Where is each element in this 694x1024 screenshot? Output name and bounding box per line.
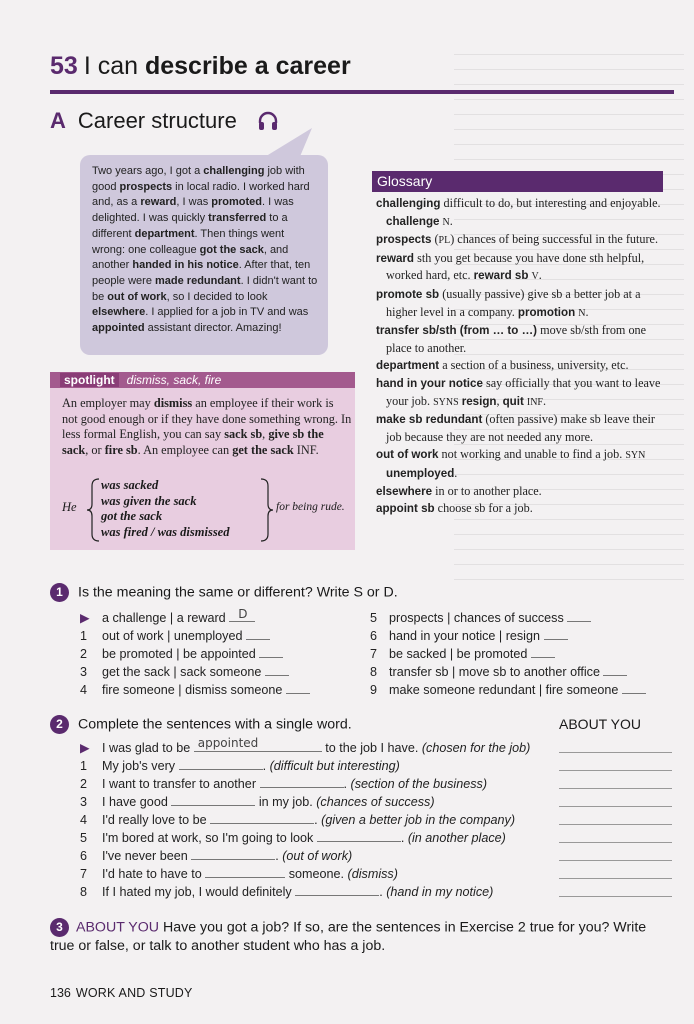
text-run: . <box>449 213 453 228</box>
glossary-headword: quit <box>502 394 524 408</box>
exercise-3-text: Have you got a job? If so, are the sentences in Exercise 2 true for you? Write true or false, or talk to another student who has a job. <box>50 919 647 954</box>
answer-blank[interactable] <box>210 812 314 824</box>
glossary-entry <box>376 195 668 231</box>
glossary-entry <box>376 357 668 375</box>
text-run: , or <box>85 442 105 457</box>
spotlight-topic: dismiss, sack, fire <box>126 373 222 387</box>
text-run: . Then things went wrong: one colleague <box>92 227 285 256</box>
item-number: 8 <box>370 665 378 679</box>
text-run: , <box>262 427 269 442</box>
glossary-entry <box>376 375 668 411</box>
item-number: 8 <box>80 885 88 899</box>
text-run: ) chances of being successful in the future. <box>450 232 658 247</box>
exercise-2-item <box>80 866 398 881</box>
grammar-label: INF <box>526 396 543 408</box>
key-term: handed in his notice <box>132 259 239 272</box>
key-term: get the sack <box>232 442 294 457</box>
exercise-1-example <box>80 607 255 625</box>
page-footer <box>50 986 193 1000</box>
text-run: in local radio. I worked hard and, as a <box>92 180 310 209</box>
about-you-answer-line[interactable] <box>559 896 672 897</box>
text-run: difficult to do, but interesting and enjoyable. <box>440 196 661 210</box>
exercise-1-item <box>80 646 283 661</box>
item-text: hand in your notice | resign <box>389 629 540 643</box>
example-marker: ▶ <box>80 611 90 625</box>
glossary-headword: promotion <box>517 305 576 319</box>
answer-blank[interactable] <box>295 884 379 896</box>
sentence-hint: (hand in my notice) <box>386 885 494 899</box>
exercise-number: 3 <box>50 918 69 937</box>
key-term: made redundant <box>155 274 241 287</box>
glossary-headword: hand in your notice <box>376 376 483 390</box>
about-you-answer-line[interactable] <box>559 860 672 861</box>
key-term: fire sb <box>104 442 138 457</box>
grammar-label: SYN <box>625 450 646 462</box>
exercise-1-item <box>370 610 591 625</box>
text-run: move sb/sth from one place to another. <box>386 323 647 355</box>
answer-blank[interactable] <box>567 610 591 622</box>
text-run: not working and unable to find a job. <box>438 447 626 462</box>
sentence-start: If I hated my job, I would definitely <box>102 885 296 899</box>
speech-bubble-text <box>80 155 328 355</box>
section-letter: A <box>50 108 66 133</box>
text-run: say officially that you want to leave your job. <box>386 375 661 408</box>
text-run: . <box>585 304 589 319</box>
text-run: . I applied for a job in TV and was <box>145 306 309 319</box>
sentence-hint: (in another place) <box>407 831 506 845</box>
sack-form: was given the sack <box>101 493 197 508</box>
item-text: be promoted | be appointed <box>102 647 256 661</box>
glossary-headword: resign <box>461 394 497 408</box>
spotlight-subject: He <box>62 500 77 514</box>
glossary-entry <box>376 500 668 518</box>
key-term: dismiss <box>153 396 193 410</box>
text-run: a section of a business, university, etc. <box>439 358 629 373</box>
exercise-number: 1 <box>50 583 69 602</box>
answer-blank[interactable] <box>260 776 344 788</box>
item-number: 9 <box>370 683 378 697</box>
sentence-hint: (given a better job in the company) <box>321 813 516 827</box>
key-term: challenging <box>203 165 265 177</box>
glossary-header: Glossary <box>372 171 663 192</box>
item-number: 6 <box>370 629 378 643</box>
item-number: 4 <box>80 813 88 827</box>
sentence-end: . <box>262 759 270 773</box>
exercise-3 <box>50 918 670 956</box>
exercise-2-item <box>80 812 515 827</box>
sentence-start: I'd really love to be <box>102 813 211 827</box>
item-number: 1 <box>80 629 88 643</box>
sentence-hint: (section of the business) <box>350 777 488 791</box>
glossary-headword: promote sb <box>376 287 440 301</box>
glossary-headword: make sb redundant <box>376 413 483 427</box>
text-run: . <box>543 393 547 408</box>
unit-title <box>50 52 351 81</box>
example-answer: appointed <box>197 736 259 750</box>
text-run: . After that, ten people were <box>92 259 311 287</box>
exercise-1-item <box>370 646 555 661</box>
text-run: . I didn't want to be <box>92 274 318 303</box>
text-run: choose sb for a job. <box>434 501 533 516</box>
exercise-1-instruction: Is the meaning the same or different? Write S or D. <box>78 584 398 601</box>
item-number: 2 <box>80 777 88 791</box>
answer-blank[interactable] <box>246 628 270 640</box>
sentence-end: . <box>400 831 408 845</box>
grammar-label: INF <box>296 442 316 457</box>
about-you-answer-line[interactable] <box>559 770 672 771</box>
item-text: out of work | unemployed <box>102 629 243 643</box>
example-answer-blank <box>229 607 255 622</box>
glossary-headword: appoint sb <box>376 502 435 516</box>
example-text: a challenge | a reward <box>102 611 226 625</box>
text-run: job with good <box>92 165 305 193</box>
text-run: . I was delighted. I was quickly <box>92 196 294 225</box>
glossary-headword: out of work <box>376 448 439 462</box>
about-you-answer-line[interactable] <box>559 842 672 843</box>
sack-form: got the sack <box>101 509 163 524</box>
page-number: 136 <box>50 986 71 1000</box>
glossary-headword: unemployed <box>386 466 455 480</box>
exercise-2-example <box>80 736 531 755</box>
sentence-hint: (difficult but interesting) <box>269 759 400 773</box>
section-heading <box>50 108 237 134</box>
sentence-start: I've never been <box>102 849 192 863</box>
grammar-label: PL <box>438 235 451 247</box>
glossary-headword: elsewhere <box>376 484 433 498</box>
section-title: Career structure <box>77 108 237 133</box>
text-run: . <box>538 268 542 283</box>
glossary-entry <box>376 250 668 286</box>
about-you-answer-line[interactable] <box>559 788 672 789</box>
glossary-headword: transfer sb/sth (from … to …) <box>376 324 538 338</box>
glossary-entry <box>376 286 668 322</box>
sentence-hint: (out of work) <box>282 849 353 863</box>
item-number: 2 <box>80 647 88 661</box>
text-run: to a different <box>92 212 288 240</box>
key-term: department <box>134 227 195 240</box>
answer-blank[interactable] <box>191 848 275 860</box>
exercise-1-item <box>80 664 289 679</box>
text-run: (often passive) make sb leave their job because they are not needed any more. <box>386 412 655 444</box>
item-text: prospects | chances of success <box>389 611 564 625</box>
text-run: in or to another place. <box>432 483 542 498</box>
key-term: transferred <box>208 212 267 225</box>
exercise-2-heading <box>50 715 352 734</box>
text-run: Two years ago, I got a <box>92 165 204 177</box>
grammar-label: N <box>442 216 450 228</box>
key-term: give sb the sack <box>62 427 324 457</box>
item-number: 5 <box>370 611 378 625</box>
exercise-1-heading <box>50 583 398 602</box>
sentence-start: My job's very <box>102 759 179 773</box>
glossary-entry <box>376 483 668 501</box>
answer-blank[interactable] <box>179 758 263 770</box>
text-run: (usually passive) give sb a better job at a higher level in a company. <box>386 286 641 319</box>
exercise-1-item <box>80 628 270 643</box>
about-you-answer-line[interactable] <box>559 752 672 753</box>
sack-forms-list <box>101 478 230 541</box>
left-brace <box>86 478 100 542</box>
exercise-2-instruction: Complete the sentences with a single word. <box>78 716 352 733</box>
answer-blank[interactable] <box>544 628 568 640</box>
spotlight-header <box>50 372 355 388</box>
sentence-start: I have good <box>102 795 172 809</box>
example-answer: D <box>238 607 248 621</box>
key-term: elsewhere <box>92 306 146 319</box>
right-brace <box>260 478 274 542</box>
grammar-label: V <box>531 271 539 283</box>
text-run: . An employee can <box>137 442 233 457</box>
exercise-2-item <box>80 758 400 773</box>
exercise-1-item <box>370 682 646 697</box>
sentence-hint: (chances of success) <box>316 795 435 809</box>
sentence-start: I was glad to be <box>102 741 194 755</box>
answer-blank[interactable] <box>622 682 646 694</box>
sentence-end: to the job I have. <box>321 741 422 755</box>
exercise-2-item <box>80 830 506 845</box>
item-number: 3 <box>80 795 88 809</box>
text-run: , I was <box>176 196 212 209</box>
text-run: , <box>496 393 503 408</box>
sack-form: was sacked <box>101 478 159 492</box>
answer-blank[interactable] <box>317 830 401 842</box>
about-you-label: ABOUT YOU <box>559 716 641 732</box>
sentence-end: . <box>343 777 351 791</box>
sentence-end: . <box>275 849 283 863</box>
key-term: promoted <box>211 196 262 209</box>
item-number: 4 <box>80 683 88 697</box>
sentence-end: . <box>379 885 387 899</box>
glossary-headword: reward sb <box>473 269 529 283</box>
spotlight-label: spotlight <box>60 373 119 387</box>
glossary-entry <box>376 322 668 357</box>
answer-blank[interactable] <box>603 664 627 676</box>
unit-title-bold: describe a career <box>144 52 351 80</box>
exercise-1-item <box>80 682 310 697</box>
sentence-end: in my job. <box>255 795 317 809</box>
key-term: reward <box>140 196 177 209</box>
spotlight-body <box>62 396 352 458</box>
text-run: , and another <box>92 243 289 272</box>
item-text: be sacked | be promoted <box>389 647 528 661</box>
item-text: transfer sb | move sb to another office <box>389 665 600 679</box>
item-text: make someone redundant | fire someone <box>389 683 619 697</box>
answer-blank[interactable] <box>265 664 289 676</box>
item-text: get the sack | sack someone <box>102 665 262 679</box>
item-number: 5 <box>80 831 88 845</box>
exercise-number: 2 <box>50 715 69 734</box>
unit-title-prefix: I can <box>83 52 139 80</box>
about-you-answer-line[interactable] <box>559 824 672 825</box>
title-rule <box>50 90 674 94</box>
glossary-headword: challenge <box>386 214 440 228</box>
text-run: , so I decided to look <box>166 290 268 303</box>
glossary-list <box>376 195 668 518</box>
sentence-hint: (dismiss) <box>347 867 398 881</box>
text-run: An employer may <box>62 396 154 410</box>
grammar-label: N <box>578 307 586 319</box>
grammar-label: SYNS <box>433 396 459 408</box>
text-run: sth you get because you have done sth helpful, worked hard, etc. <box>386 250 645 283</box>
glossary-headword: prospects <box>376 233 432 247</box>
item-number: 7 <box>370 647 378 661</box>
glossary-headword: department <box>376 359 440 373</box>
glossary-entry <box>376 231 668 250</box>
answer-blank[interactable] <box>531 646 555 658</box>
sentence-hint: (chosen for the job) <box>421 741 531 755</box>
spotlight-reason: for being rude. <box>276 501 345 513</box>
item-number: 6 <box>80 849 88 863</box>
glossary-entry <box>376 411 668 446</box>
exercise-1-item <box>370 628 568 643</box>
text-run: an employee if their work is not good enough or if they have done something wrong. In less formal English, you can say <box>62 396 352 442</box>
text-run: ( <box>431 232 439 247</box>
exercise-1-item <box>370 664 627 679</box>
key-term: appointed <box>92 322 145 335</box>
glossary-entry <box>376 446 668 482</box>
item-text: fire someone | dismiss someone <box>102 683 283 697</box>
footer-section: WORK AND STUDY <box>75 986 193 1000</box>
exercise-2-item <box>80 776 487 791</box>
key-term: sack sb <box>224 427 263 442</box>
answer-blank[interactable] <box>259 646 283 658</box>
glossary-headword: challenging <box>376 197 441 210</box>
example-marker: ▶ <box>80 741 90 755</box>
item-number: 1 <box>80 759 88 773</box>
sentence-start: I'm bored at work, so I'm going to look <box>102 831 317 845</box>
glossary-headword: reward <box>376 251 415 265</box>
sentence-start: I want to transfer to another <box>102 777 260 791</box>
exercise-2-item <box>80 794 435 809</box>
example-answer-blank <box>194 736 322 752</box>
sentence-end: . <box>314 813 322 827</box>
sentence-start: I'd hate to have to <box>102 867 206 881</box>
answer-blank[interactable] <box>171 794 255 806</box>
item-number: 7 <box>80 867 88 881</box>
text-run: . <box>315 442 319 457</box>
about-you-answer-line[interactable] <box>559 878 672 879</box>
exercise-2-item <box>80 884 493 899</box>
key-term: got the sack <box>199 243 264 256</box>
key-term: out of work <box>107 290 167 303</box>
sack-form: was fired / was dismissed <box>101 525 230 540</box>
key-term: prospects <box>119 180 173 193</box>
item-number: 3 <box>80 665 88 679</box>
sentence-end: someone. <box>285 867 348 881</box>
text-run: . <box>454 465 458 480</box>
text-run: assistant director. Amazing! <box>144 322 282 335</box>
unit-number: 53 <box>50 52 78 80</box>
answer-blank[interactable] <box>205 866 285 878</box>
about-you-answer-line[interactable] <box>559 806 672 807</box>
about-you-tag: ABOUT YOU <box>76 919 160 936</box>
answer-blank[interactable] <box>286 682 310 694</box>
exercise-2-item <box>80 848 352 863</box>
